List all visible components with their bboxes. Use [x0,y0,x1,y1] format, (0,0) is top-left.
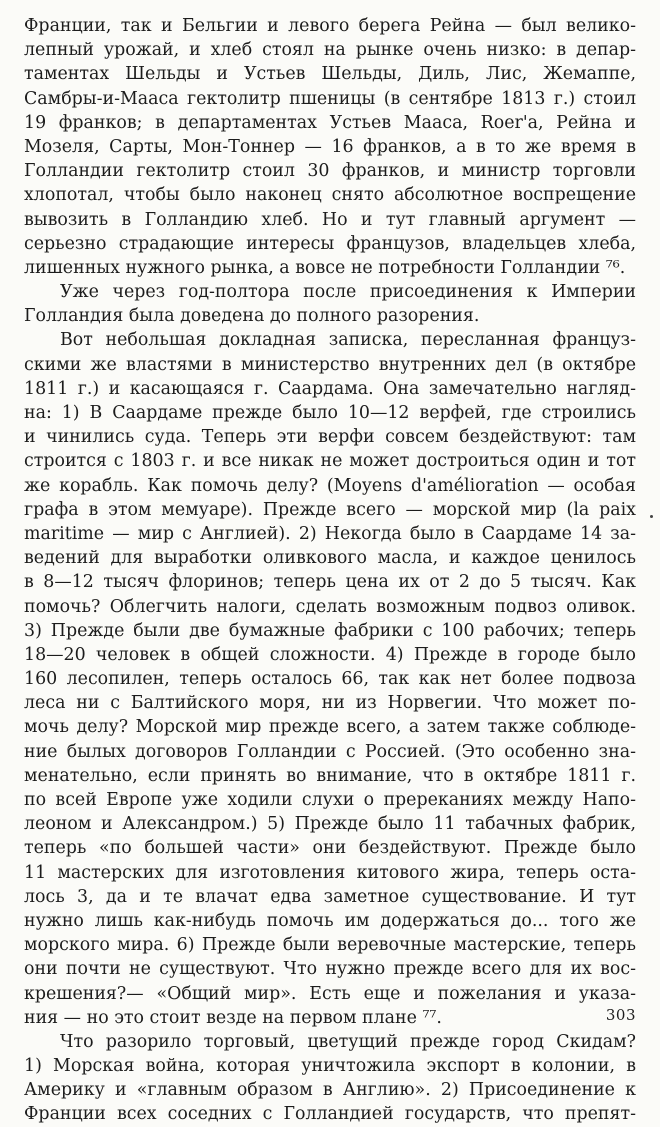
text-line: лепный урожай, и хлеб стоял на рынке очень низко: в депар- [24,40,636,61]
text-line: 11 мастерских для изготовления китового жира, теперь оста- [24,862,636,883]
text-line: же корабль. Как помочь делу? (Moyens d'amélioration — особая [24,475,636,496]
text-line: Голландии гектолитр стоил 30 франков, и министр торговли [24,161,636,182]
text-line: менательно, если принять во внимание, что в октябре 1811 г. [24,765,636,786]
text-line: ния — но это стоит везде на первом плане ⁷⁷. [24,1007,442,1028]
text-line: лишенных нужного рынка, а вовсе не потребности Голландии ⁷⁶. [24,257,626,278]
page-body [24,14,636,1127]
text-line: 160 лесопилен, теперь осталось 66, так как нет более подвоза [24,669,636,690]
text-line: леса ни с Балтийского моря, ни из Норвегии. Что может по- [24,693,636,714]
text-line: вывозить в Голландию хлеб. Но и тут главный аргумент — [24,209,636,230]
text-line: Франции, так и Бельгии и левого берега Рейна — был велико- [24,16,636,36]
text-line: 19 франков; в департаментах Устьев Мааса, Roer'a, Рейна и [24,112,636,133]
text-line: леоном и Александром.) 5) Прежде было 11 табачных фабрик, [24,814,636,835]
text-line: Вот небольшая докладная записка, пересланная француз- [60,330,636,351]
text-line: теперь «по большей части» они бездействуют. Прежде было [24,838,636,859]
text-line: Франции всех соседних с Голландией государств, что препят- [24,1104,636,1125]
text-line: Голландия была доведена до полного разорения. [24,306,480,327]
text-line: морского мира. 6) Прежде были веревочные мастерские, теперь [24,935,636,956]
text-line: ведений для выработки оливкового масла, и каждое ценилось [24,548,636,569]
margin-mark [650,515,653,518]
text-line: они почти не существуют. Что нужно прежде всего для их вос- [24,959,636,980]
text-line: на: 1) В Саардаме прежде было 10—12 верфей, где строились [24,403,636,423]
text-line: 3) Прежде были две бумажные фабрики с 100 рабочих; теперь [24,620,636,641]
page-number: 303 [605,1006,636,1024]
text-line: хлопотал, чтобы было наконец снято абсолютное воспрещение [24,185,636,206]
text-line: ние былых договоров Голландии с Россией. (Это особенно зна- [24,741,636,762]
text-line: Америку и «главным образом в Англию». 2) Присоединение к [24,1080,636,1101]
text-line: строится с 1803 г. и все никак не может достроиться один и тот [24,451,636,472]
text-line: Мозеля, Сарты, Мон-Тоннер — 16 франков, а в то же время в [24,136,636,157]
text-line: нужно лишь как-нибудь помочь им додержаться до... того же [24,910,636,931]
text-line: графа в этом мемуаре). Прежде всего — морской мир (la paix [24,499,636,520]
text-line: крешения?— «Общий мир». Есть еще и пожелания и указа- [24,983,636,1004]
text-line: помочь? Облегчить налоги, сделать возможным подвоз оливок. [24,596,636,617]
text-line: Самбры-и-Мааса гектолитр пшеницы (в сентябре 1813 г.) стоил [24,88,636,109]
text-line: 1) Морская война, которая уничтожила экспорт в колонии, в [24,1056,636,1077]
text-line: лось 3, да и те влачат едва заметное существование. И тут [24,886,636,907]
text-line: 18—20 человек в общей сложности. 4) Прежде в городе было [24,644,636,665]
text-line: в 8—12 тысяч флоринов; теперь цена их от 2 до 5 тысяч. Как [24,572,636,593]
text-line: maritime — мир с Англией). 2) Некогда было в Саардаме 14 за- [24,523,636,544]
text-line: скими же властями в министерство внутренних дел (в октябре [24,354,636,375]
text-line: таментах Шельды и Устьев Шельды, Диль, Лис, Жемаппе, [24,64,636,85]
text-line: серьезно страдающие интересы французов, владельцев хлеба, [24,233,636,254]
text-line: Уже через год-полтора после присоединения к Империи [60,282,636,303]
text-line: и чинились суда. Теперь эти верфи совсем бездействуют: там [24,427,636,448]
text-line: по всей Европе уже ходили слухи о пререканиях между Напо- [24,790,636,810]
text-line: мочь делу? Морской мир прежде всего, а затем также соблюде- [24,717,636,738]
text-line: 1811 г.) и касающаяся г. Саардама. Она замечательно нагляд- [24,378,636,399]
text-line: Что разорило торговый, цветущий прежде город Скидам? [60,1031,636,1052]
